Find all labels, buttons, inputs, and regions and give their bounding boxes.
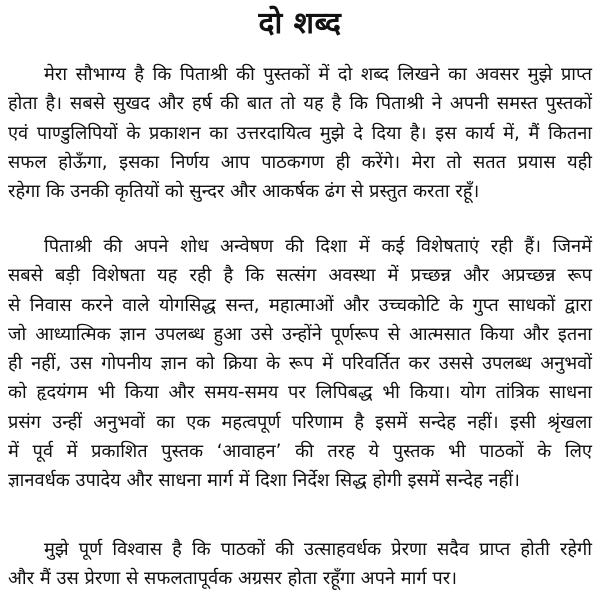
- paragraph-line: में पूर्व में प्रकाशित पुस्तक ‘आवाहन’ की तरह ये पुस्तक भी पाठकों के लिए: [8, 441, 592, 463]
- paragraph-line: को हृदयंगम भी किया और समय-समय पर लिपिबद्ध भी किया। योग तांत्रिक साधना: [8, 382, 592, 404]
- paragraph-line: ज्ञानवर्धक उपादेय और साधना मार्ग में दिशा निर्देश सिद्ध होगी इसमें सन्देह नहीं।: [8, 470, 520, 492]
- paragraph-line: होता है। सबसे सुखद और हर्ष की बात तो यह है कि पिताश्री ने अपनी समस्त पुस्तकों: [8, 93, 592, 115]
- paragraph-line: पिताश्री की अपने शोध अन्वेषण की दिशा में कई विशेषताएं रही हैं। जिनमें: [44, 236, 592, 257]
- paragraph-1: [8, 60, 592, 206]
- paragraph-line: सबसे बड़ी विशेषता यह रही है कि सत्संग अवस्था में प्रच्छन्न और अप्रच्छन्न रूप: [8, 265, 592, 287]
- paragraph-line: मेरा सौभाग्य है कि पिताश्री की पुस्तकों में दो शब्द लिखने का अवसर मुझे प्राप्त: [44, 64, 592, 85]
- paragraph-line: ही नहीं, उस गोपनीय ज्ञान को क्रिया के रूप में परिवर्तित कर उससे उपलब्ध अनुभवों: [8, 353, 592, 375]
- paragraph-line: एवं पाण्डुलिपियों के प्रकाशन का उत्तरदायित्व मुझे दे दिया है। इस कार्य में, मैं कितना: [8, 122, 592, 144]
- paragraph-line: मुझे पूर्ण विश्वास है कि पाठकों की उत्साहवर्धक प्रेरणा सदैव प्राप्त होती रहेगी: [44, 539, 592, 560]
- paragraph-line: से निवास करने वाले योगसिद्ध सन्त, महात्माओं और उच्चकोटि के गुप्त साधकों द्वारा: [8, 294, 592, 316]
- paragraph-line: रहेगा कि उनकी कृतियों को सुन्दर और आकर्षक ढंग से प्रस्तुत करता रहूँ।: [8, 181, 480, 203]
- paragraph-line: प्रसंग उन्हीं अनुभवों का एक महत्वपूर्ण परिणाम है इसमें सन्देह नहीं। इसी श्रृंखला: [8, 411, 592, 433]
- paragraph-line: सफल होऊँगा, इसका निर्णय आप पाठकगण ही करेंगे। मेरा तो सतत प्रयास यही: [8, 151, 592, 173]
- paragraph-line: जो आध्यात्मिक ज्ञान उपलब्ध हुआ उसे उन्होंने पूर्णरूप से आत्मसात किया और इतना: [8, 323, 592, 345]
- page-title: दो शब्द: [258, 6, 342, 41]
- paragraph-3: [8, 535, 592, 594]
- paragraph-2: [8, 232, 592, 496]
- paragraph-line: और मैं उस प्रेरणा से सफलतापूर्वक अग्रसर होता रहूँगा अपने मार्ग पर।: [8, 568, 458, 590]
